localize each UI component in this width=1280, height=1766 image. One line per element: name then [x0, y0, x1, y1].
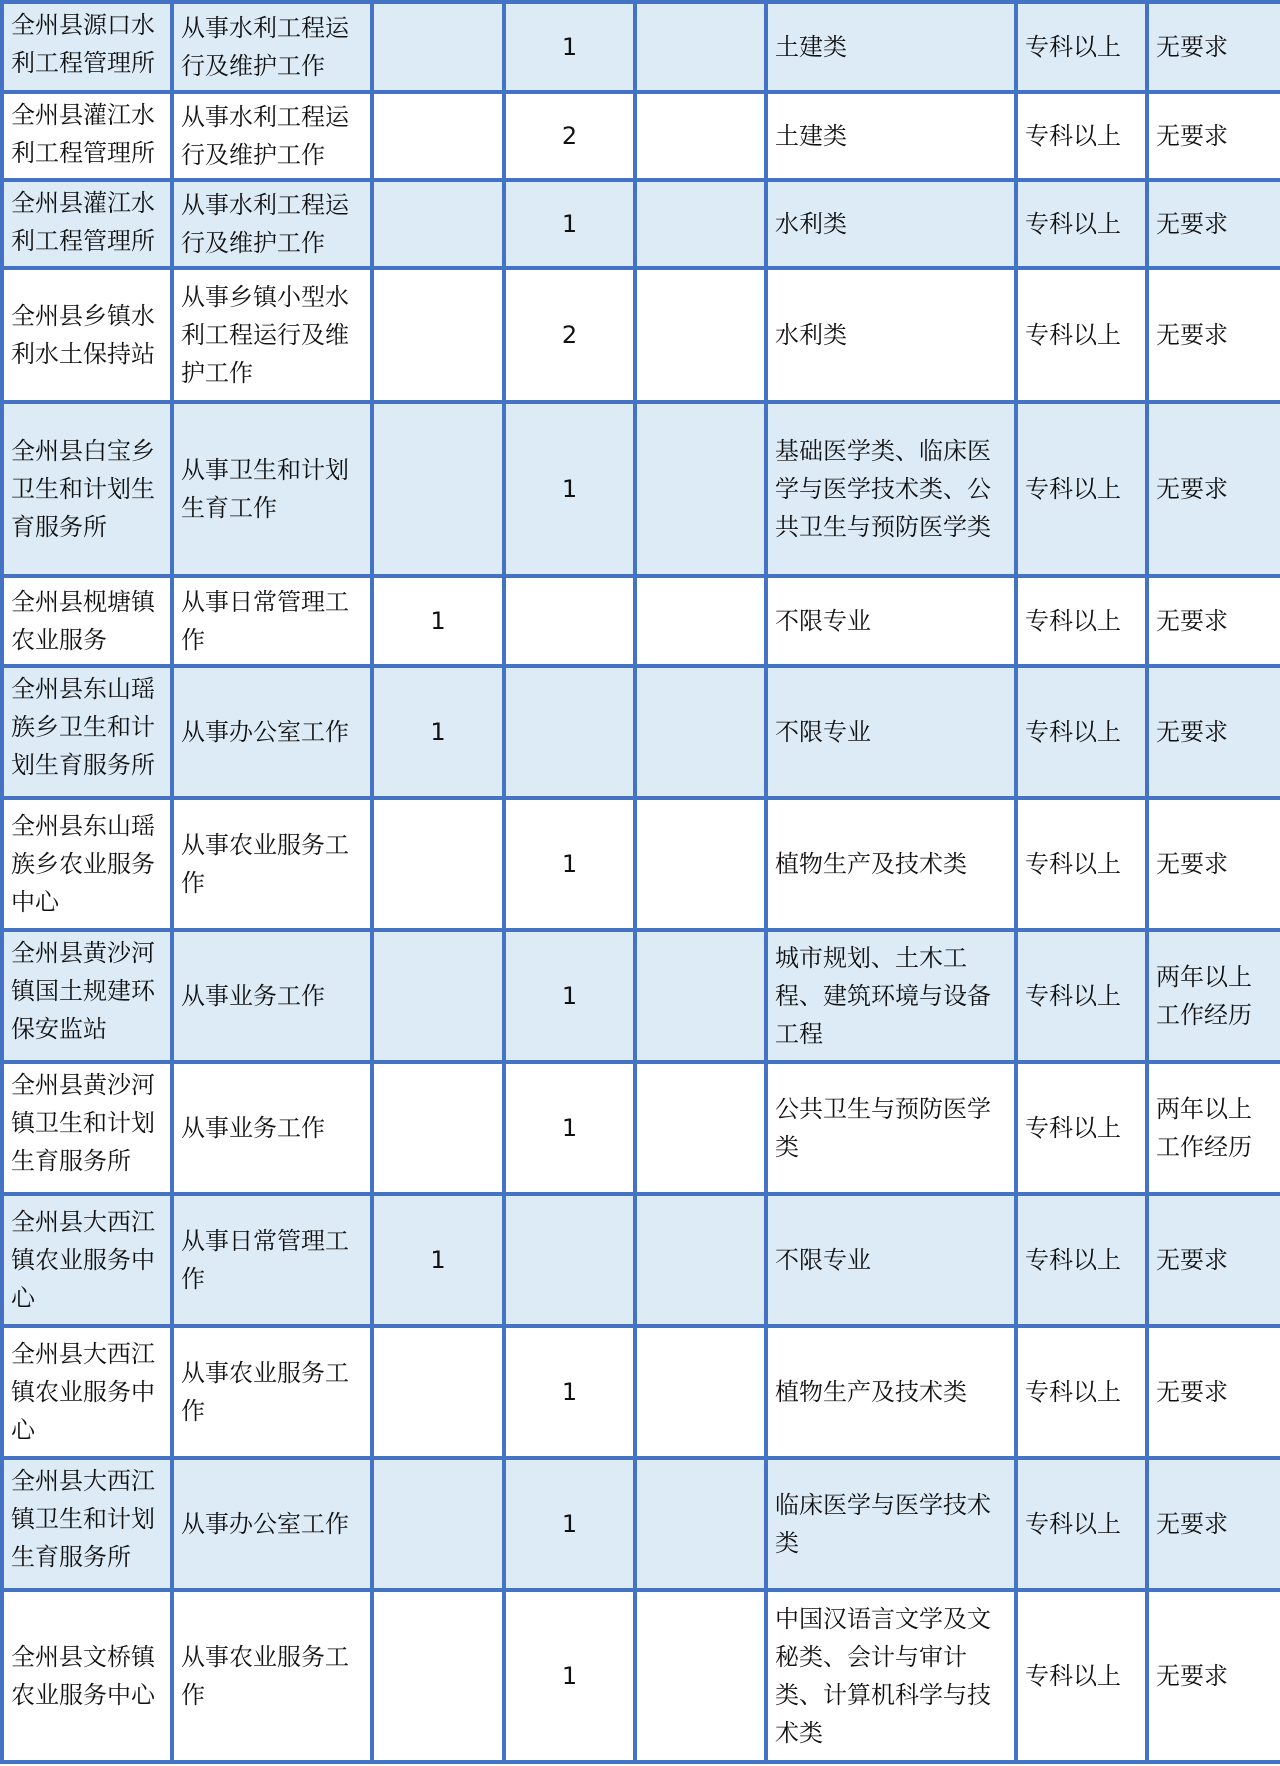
experience-cell: 无要求	[1147, 666, 1280, 798]
unit-cell: 全州县黄沙河镇卫生和计划生育服务所	[2, 1062, 172, 1194]
unit-cell: 全州县文桥镇农业服务中心	[2, 1590, 172, 1762]
count-a-cell	[372, 402, 504, 576]
experience-cell: 无要求	[1147, 1194, 1280, 1326]
duty-cell: 从事卫生和计划生育工作	[172, 402, 372, 576]
education-cell: 专科以上	[1016, 1194, 1147, 1326]
experience-cell: 无要求	[1147, 798, 1280, 930]
count-c-cell	[635, 1062, 766, 1194]
table-row	[2, 1458, 1280, 1590]
major-cell: 公共卫生与预防医学类	[766, 1062, 1016, 1194]
count-a-cell: 1	[372, 1194, 504, 1326]
table-row	[2, 402, 1280, 576]
count-b-cell: 1	[504, 402, 635, 576]
experience-cell: 无要求	[1147, 1326, 1280, 1458]
unit-cell: 全州县大西江镇农业服务中心	[2, 1194, 172, 1326]
duty-cell: 从事水利工程运行及维护工作	[172, 2, 372, 92]
education-cell: 专科以上	[1016, 1590, 1147, 1762]
education-cell: 专科以上	[1016, 402, 1147, 576]
unit-cell: 全州县枧塘镇农业服务	[2, 576, 172, 666]
major-cell: 土建类	[766, 2, 1016, 92]
experience-cell: 无要求	[1147, 180, 1280, 268]
count-c-cell	[635, 576, 766, 666]
count-a-cell	[372, 92, 504, 180]
unit-cell: 全州县大西江镇卫生和计划生育服务所	[2, 1458, 172, 1590]
duty-cell: 从事日常管理工作	[172, 576, 372, 666]
count-b-cell: 1	[504, 930, 635, 1062]
table-row	[2, 1194, 1280, 1326]
count-a-cell: 1	[372, 576, 504, 666]
count-b-cell: 1	[504, 2, 635, 92]
major-cell: 城市规划、土木工程、建筑环境与设备工程	[766, 930, 1016, 1062]
count-c-cell	[635, 180, 766, 268]
table-row	[2, 92, 1280, 180]
count-b-cell: 2	[504, 268, 635, 402]
count-b-cell	[504, 576, 635, 666]
duty-cell: 从事办公室工作	[172, 666, 372, 798]
count-a-cell	[372, 1062, 504, 1194]
table-row	[2, 576, 1280, 666]
education-cell: 专科以上	[1016, 1326, 1147, 1458]
duty-cell: 从事农业服务工作	[172, 1326, 372, 1458]
unit-cell: 全州县东山瑶族乡农业服务中心	[2, 798, 172, 930]
count-c-cell	[635, 268, 766, 402]
count-b-cell: 1	[504, 180, 635, 268]
duty-cell: 从事乡镇小型水利工程运行及维护工作	[172, 268, 372, 402]
major-cell: 水利类	[766, 180, 1016, 268]
experience-cell: 无要求	[1147, 2, 1280, 92]
table-row	[2, 1326, 1280, 1458]
education-cell: 专科以上	[1016, 798, 1147, 930]
education-cell: 专科以上	[1016, 268, 1147, 402]
count-b-cell: 1	[504, 1590, 635, 1762]
duty-cell: 从事水利工程运行及维护工作	[172, 92, 372, 180]
count-c-cell	[635, 798, 766, 930]
count-b-cell: 1	[504, 1458, 635, 1590]
count-a-cell	[372, 1326, 504, 1458]
experience-cell: 无要求	[1147, 576, 1280, 666]
major-cell: 不限专业	[766, 666, 1016, 798]
table-row	[2, 666, 1280, 798]
duty-cell: 从事办公室工作	[172, 1458, 372, 1590]
unit-cell: 全州县源口水利工程管理所	[2, 2, 172, 92]
duty-cell: 从事日常管理工作	[172, 1194, 372, 1326]
education-cell: 专科以上	[1016, 92, 1147, 180]
count-b-cell	[504, 1194, 635, 1326]
count-c-cell	[635, 1326, 766, 1458]
major-cell: 土建类	[766, 92, 1016, 180]
count-b-cell: 1	[504, 1062, 635, 1194]
major-cell: 水利类	[766, 268, 1016, 402]
experience-cell: 两年以上工作经历	[1147, 930, 1280, 1062]
count-b-cell: 1	[504, 1326, 635, 1458]
unit-cell: 全州县乡镇水利水土保持站	[2, 268, 172, 402]
count-a-cell	[372, 1458, 504, 1590]
count-c-cell	[635, 402, 766, 576]
table-row	[2, 1590, 1280, 1762]
experience-cell: 两年以上工作经历	[1147, 1062, 1280, 1194]
count-a-cell	[372, 798, 504, 930]
count-c-cell	[635, 1590, 766, 1762]
table-row	[2, 268, 1280, 402]
count-b-cell	[504, 666, 635, 798]
unit-cell: 全州县白宝乡卫生和计划生育服务所	[2, 402, 172, 576]
count-c-cell	[635, 1458, 766, 1590]
major-cell: 植物生产及技术类	[766, 798, 1016, 930]
duty-cell: 从事农业服务工作	[172, 1590, 372, 1762]
count-a-cell	[372, 2, 504, 92]
major-cell: 基础医学类、临床医学与医学技术类、公共卫生与预防医学类	[766, 402, 1016, 576]
experience-cell: 无要求	[1147, 402, 1280, 576]
duty-cell: 从事水利工程运行及维护工作	[172, 180, 372, 268]
major-cell: 临床医学与医学技术类	[766, 1458, 1016, 1590]
education-cell: 专科以上	[1016, 666, 1147, 798]
major-cell: 不限专业	[766, 576, 1016, 666]
education-cell: 专科以上	[1016, 180, 1147, 268]
count-a-cell	[372, 268, 504, 402]
education-cell: 专科以上	[1016, 2, 1147, 92]
table-row	[2, 798, 1280, 930]
unit-cell: 全州县东山瑶族乡卫生和计划生育服务所	[2, 666, 172, 798]
major-cell: 植物生产及技术类	[766, 1326, 1016, 1458]
experience-cell: 无要求	[1147, 1590, 1280, 1762]
unit-cell: 全州县灌江水利工程管理所	[2, 92, 172, 180]
table-row	[2, 1062, 1280, 1194]
count-a-cell	[372, 1590, 504, 1762]
education-cell: 专科以上	[1016, 1062, 1147, 1194]
count-a-cell	[372, 930, 504, 1062]
table-row	[2, 930, 1280, 1062]
unit-cell: 全州县灌江水利工程管理所	[2, 180, 172, 268]
table-row	[2, 180, 1280, 268]
duty-cell: 从事业务工作	[172, 1062, 372, 1194]
education-cell: 专科以上	[1016, 576, 1147, 666]
count-c-cell	[635, 92, 766, 180]
major-cell: 不限专业	[766, 1194, 1016, 1326]
unit-cell: 全州县大西江镇农业服务中心	[2, 1326, 172, 1458]
duty-cell: 从事业务工作	[172, 930, 372, 1062]
unit-cell: 全州县黄沙河镇国土规建环保安监站	[2, 930, 172, 1062]
count-c-cell	[635, 1194, 766, 1326]
count-c-cell	[635, 666, 766, 798]
experience-cell: 无要求	[1147, 268, 1280, 402]
count-c-cell	[635, 930, 766, 1062]
education-cell: 专科以上	[1016, 930, 1147, 1062]
count-a-cell	[372, 180, 504, 268]
major-cell: 中国汉语言文学及文秘类、会计与审计类、计算机科学与技术类	[766, 1590, 1016, 1762]
table-row	[2, 2, 1280, 92]
experience-cell: 无要求	[1147, 1458, 1280, 1590]
count-c-cell	[635, 2, 766, 92]
experience-cell: 无要求	[1147, 92, 1280, 180]
count-b-cell: 1	[504, 798, 635, 930]
duty-cell: 从事农业服务工作	[172, 798, 372, 930]
count-a-cell: 1	[372, 666, 504, 798]
count-b-cell: 2	[504, 92, 635, 180]
education-cell: 专科以上	[1016, 1458, 1147, 1590]
